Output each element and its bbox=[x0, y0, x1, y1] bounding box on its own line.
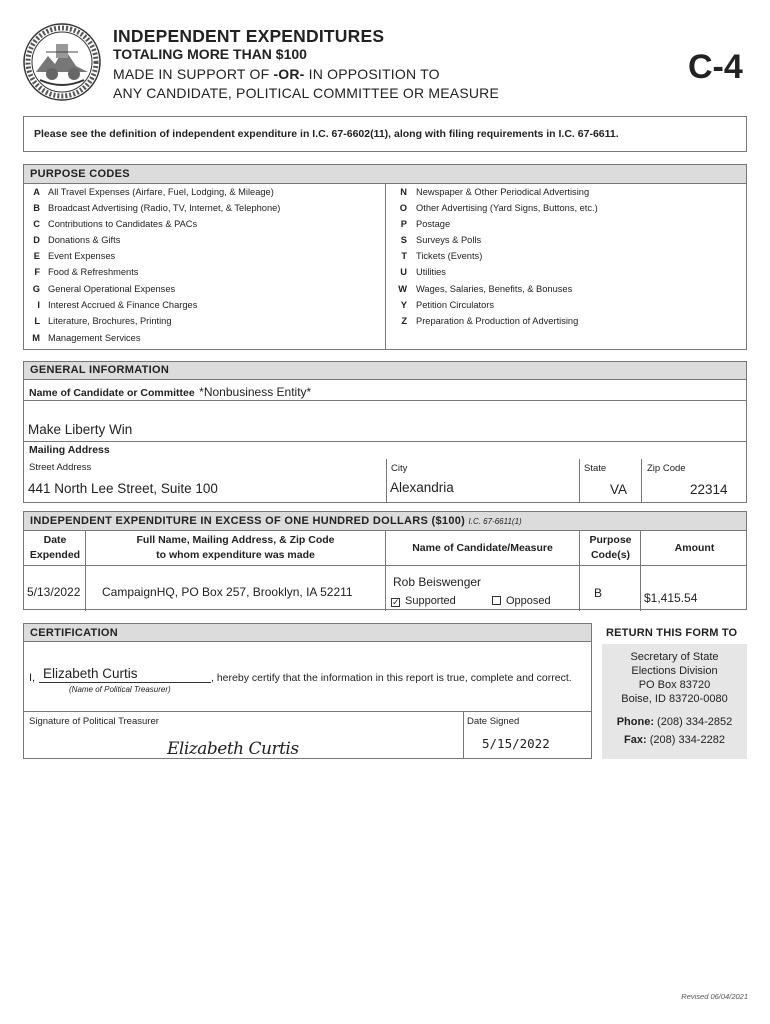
list-item: G General Operational Expenses bbox=[32, 284, 176, 294]
signature-label: Signature of Political Treasurer bbox=[29, 716, 159, 727]
list-item: U Utilities bbox=[400, 267, 446, 277]
expenditure-section bbox=[23, 511, 747, 610]
divider bbox=[24, 400, 746, 401]
return-line: Elections Division bbox=[631, 665, 718, 677]
list-item: W Wages, Salaries, Benefits, & Bonuses bbox=[398, 284, 573, 294]
return-line: Boise, ID 83720-0080 bbox=[621, 693, 728, 705]
certification-section bbox=[23, 623, 592, 759]
column-header-payee: Full Name, Mailing Address, & Zip Code to whom expenditure was made bbox=[136, 534, 335, 561]
general-information-title: GENERAL INFORMATION bbox=[24, 362, 746, 380]
list-item: E Event Expenses bbox=[33, 251, 116, 261]
divider bbox=[640, 531, 641, 611]
column-header-purpose: Purpose Code(s) bbox=[589, 534, 632, 561]
list-item: C Contributions to Candidates & PACs bbox=[33, 219, 198, 229]
street-address-field[interactable]: 441 North Lee Street, Suite 100 bbox=[28, 481, 218, 496]
return-line: Secretary of State bbox=[630, 651, 719, 663]
form-subtitle-line4: ANY CANDIDATE, POLITICAL COMMITTEE OR MEASURE bbox=[113, 85, 500, 101]
street-address-label: Street Address bbox=[29, 462, 92, 473]
column-header-amount: Amount bbox=[674, 542, 715, 554]
mailing-address-label: Mailing Address bbox=[29, 444, 110, 456]
divider bbox=[385, 184, 386, 350]
date-signed-label: Date Signed bbox=[467, 716, 520, 727]
expenditure-title: INDEPENDENT EXPENDITURE IN EXCESS OF ONE HUNDRED DOLLARS ($100) I.C. 67-6611(1) bbox=[24, 512, 746, 531]
name-label: Name of Candidate or Committee *Nonbusiness Entity* bbox=[29, 385, 312, 399]
zip-label: Zip Code bbox=[647, 463, 686, 474]
filing-notice: Please see the definition of independent expenditure in I.C. 67-6602(11), along with filing requirements in I.C. 67-6611. bbox=[23, 116, 747, 152]
divider bbox=[386, 459, 387, 503]
list-item: D Donations & Gifts bbox=[33, 235, 121, 245]
divider bbox=[579, 531, 580, 611]
city-label: City bbox=[391, 463, 408, 474]
divider bbox=[24, 441, 746, 442]
treasurer-signature[interactable]: Elizabeth Curtis bbox=[167, 739, 299, 759]
certification-title: CERTIFICATION bbox=[24, 624, 591, 642]
date-signed-field[interactable]: 5/15/2022 bbox=[482, 736, 550, 751]
list-item: I Interest Accrued & Finance Charges bbox=[37, 300, 198, 310]
divider bbox=[24, 711, 591, 712]
supported-checkbox[interactable]: ✓ Supported bbox=[392, 595, 456, 607]
divider bbox=[579, 459, 580, 503]
list-item: M Management Services bbox=[32, 333, 141, 343]
list-item: F Food & Refreshments bbox=[34, 267, 139, 277]
list-item: N Newspaper & Other Periodical Advertising bbox=[400, 187, 590, 197]
candidate-field[interactable]: Rob Beiswenger bbox=[393, 575, 482, 589]
list-item: B Broadcast Advertising (Radio, TV, Internet, & Telephone) bbox=[33, 203, 281, 213]
form-title: INDEPENDENT EXPENDITURES bbox=[113, 26, 385, 46]
purpose-code-field[interactable]: B bbox=[594, 586, 603, 600]
general-information-section bbox=[23, 361, 747, 503]
list-item: Z Preparation & Production of Advertising bbox=[401, 316, 579, 326]
form-subtitle-line3: MADE IN SUPPORT OF -OR- IN OPPOSITION TO bbox=[113, 66, 440, 82]
return-form-title: RETURN THIS FORM TO bbox=[606, 627, 738, 639]
certification-statement: , hereby certify that the information in this report is true, complete and correct. bbox=[211, 672, 572, 684]
list-item: T Tickets (Events) bbox=[401, 251, 483, 261]
treasurer-name-field[interactable]: Elizabeth Curtis bbox=[39, 666, 211, 683]
divider bbox=[385, 531, 386, 611]
return-address-box bbox=[602, 644, 747, 759]
divider bbox=[463, 711, 464, 759]
column-header-date: Date Expended bbox=[29, 534, 81, 561]
return-fax: Fax: (208) 334-2282 bbox=[624, 734, 725, 746]
purpose-codes-title: PURPOSE CODES bbox=[24, 165, 746, 184]
opposed-checkbox[interactable]: Opposed bbox=[492, 595, 551, 607]
return-line: PO Box 83720 bbox=[638, 679, 711, 691]
state-label: State bbox=[584, 463, 607, 474]
return-phone: Phone: (208) 334-2852 bbox=[616, 716, 733, 728]
divider bbox=[85, 531, 86, 611]
form-number: C-4 bbox=[688, 48, 743, 86]
date-expended-field[interactable]: 5/13/2022 bbox=[27, 585, 81, 599]
form-subtitle: TOTALING MORE THAN $100 bbox=[113, 46, 307, 62]
list-item: S Surveys & Polls bbox=[400, 235, 482, 245]
list-item: O Other Advertising (Yard Signs, Buttons, etc.) bbox=[399, 203, 598, 213]
payee-field[interactable]: CampaignHQ, PO Box 257, Brooklyn, IA 52211 bbox=[102, 585, 353, 599]
divider bbox=[641, 459, 642, 503]
checkbox-empty-icon bbox=[492, 596, 501, 605]
amount-field[interactable]: $1,415.54 bbox=[644, 591, 698, 605]
revision-date: Revised 06/04/2021 bbox=[681, 992, 748, 1001]
committee-name-field[interactable]: Make Liberty Win bbox=[28, 422, 133, 437]
column-header-candidate: Name of Candidate/Measure bbox=[412, 542, 553, 554]
zip-field[interactable]: 22314 bbox=[690, 482, 728, 497]
city-field[interactable]: Alexandria bbox=[390, 480, 454, 495]
list-item: A All Travel Expenses (Airfare, Fuel, Lodging, & Mileage) bbox=[33, 187, 274, 197]
list-item: P Postage bbox=[400, 219, 451, 229]
purpose-codes-section bbox=[23, 164, 747, 350]
certification-prefix: I, bbox=[29, 672, 36, 684]
state-seal-icon bbox=[22, 22, 102, 102]
checkbox-checked-icon: ✓ bbox=[392, 597, 400, 607]
list-item: Y Petition Circulators bbox=[400, 300, 495, 310]
list-item: L Literature, Brochures, Printing bbox=[34, 316, 172, 326]
state-field[interactable]: VA bbox=[610, 482, 628, 497]
treasurer-caption: (Name of Political Treasurer) bbox=[69, 685, 171, 694]
